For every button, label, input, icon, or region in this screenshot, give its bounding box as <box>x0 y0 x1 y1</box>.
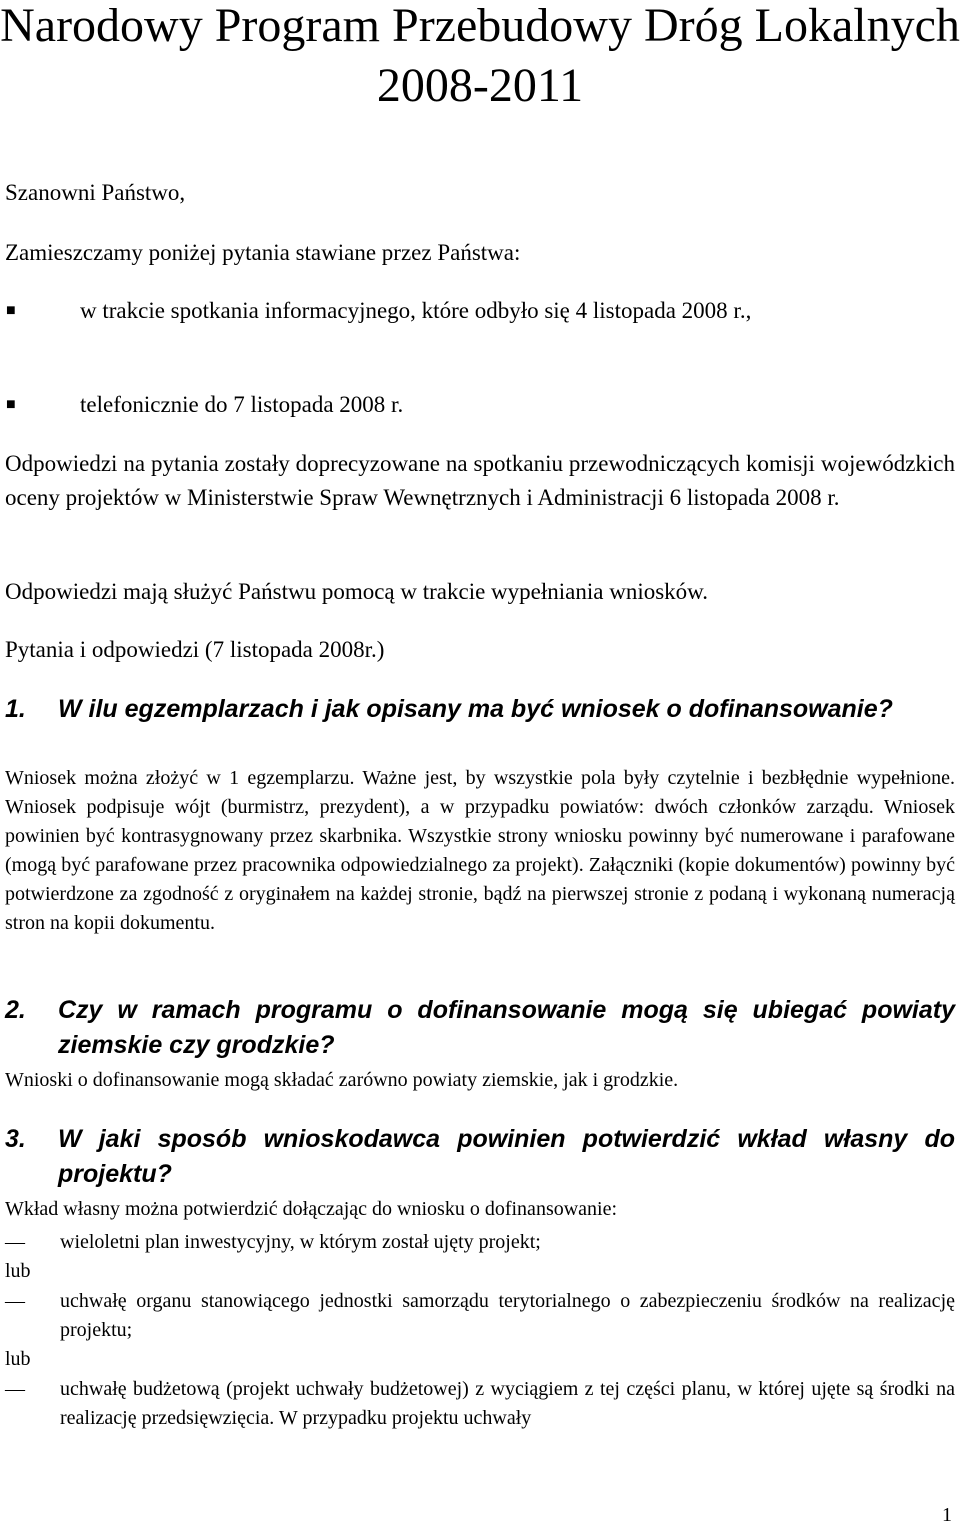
question-number: 1. <box>5 695 26 723</box>
paragraph-purpose: Odpowiedzi mają służyć Państwu pomocą w trakcie wypełniania wniosków. <box>5 579 709 604</box>
or-label: lub <box>5 1260 31 1282</box>
dash-bullet-icon: — <box>5 1290 25 1312</box>
question-number: 3. <box>5 1125 26 1153</box>
page-number: 1 <box>942 1504 952 1526</box>
option-investment-plan: wieloletni plan inwestycyjny, w którym został ujęty projekt; <box>60 1231 541 1253</box>
question-3 <box>5 1122 955 1192</box>
option-budget-resolution: uchwałę budżetową (projekt uchwały budżetowej) z wyciągiem z tej części planu, w której ujęte są środki na realizację przedsięwzięcia. W przypadku projektu uchwały <box>60 1378 955 1429</box>
square-bullet-icon: ■ <box>6 396 16 413</box>
intro-text: Zamieszczamy poniżej pytania stawiane przez Państwa: <box>5 240 521 265</box>
option-resolution: uchwałę organu stanowiącego jednostki samorządu terytorialnego o zabezpieczeniu środków na realizację projektu; <box>60 1290 955 1341</box>
document-title: Narodowy Program Przebudowy Dróg Lokalnych 2008-2011 <box>0 0 960 112</box>
question-text: Czy w ramach programu o dofinansowanie mogą się ubiegać powiaty ziemskie czy grodzkie? <box>58 996 955 1059</box>
dash-bullet-icon: — <box>5 1231 25 1253</box>
question-text: W jaki sposób wnioskodawca powinien potwierdzić wkład własny do projektu? <box>58 1125 955 1188</box>
question-1 <box>5 692 955 727</box>
section-heading: Pytania i odpowiedzi (7 listopada 2008r.) <box>5 637 385 662</box>
question-number: 2. <box>5 996 26 1024</box>
question-2 <box>5 993 955 1063</box>
question-text: W ilu egzemplarzach i jak opisany ma być wniosek o dofinansowanie? <box>58 695 893 723</box>
bullet-item-phone: telefonicznie do 7 listopada 2008 r. <box>80 392 404 417</box>
answer-2: Wnioski o dofinansowanie mogą składać zarówno powiaty ziemskie, jak i grodzkie. <box>5 1069 679 1091</box>
bullet-item-meeting: w trakcie spotkania informacyjnego, które odbyło się 4 listopada 2008 r., <box>80 298 752 323</box>
answer-1: Wniosek można złożyć w 1 egzemplarzu. Ważne jest, by wszystkie pola były czytelnie i bezbłędnie wypełnione. Wniosek podpisuje wójt (burmistrz, prezydent), a w przypadku powiatów: dwóch członków zarządu. Wniosek powinien być kontrasygnowany przez skarbnika. Wszystkie strony wniosku powinny być numerowane i parafowane (mogą być parafowane przez pracownika odpowiedzialnego za projekt). Załączniki (kopie dokumentów) powinny być potwierdzone za zgodność z oryginałem na każdej stronie, bądź na pierwszej stronie z podaną i wykonaną numeracją stron na kopii dokumentu. <box>5 767 955 934</box>
greeting: Szanowni Państwo, <box>5 180 186 205</box>
answer-3-intro: Wkład własny można potwierdzić dołączając do wniosku o dofinansowanie: <box>5 1198 618 1220</box>
or-label: lub <box>5 1348 31 1370</box>
paragraph-clarification: Odpowiedzi na pytania zostały doprecyzowane na spotkaniu przewodniczących komisji wojewódzkich oceny projektów w Ministerstwie Spraw Wewnętrznych i Administracji 6 listopada 2008 r. <box>5 451 955 510</box>
dash-bullet-icon: — <box>5 1378 25 1400</box>
square-bullet-icon: ■ <box>6 302 16 319</box>
